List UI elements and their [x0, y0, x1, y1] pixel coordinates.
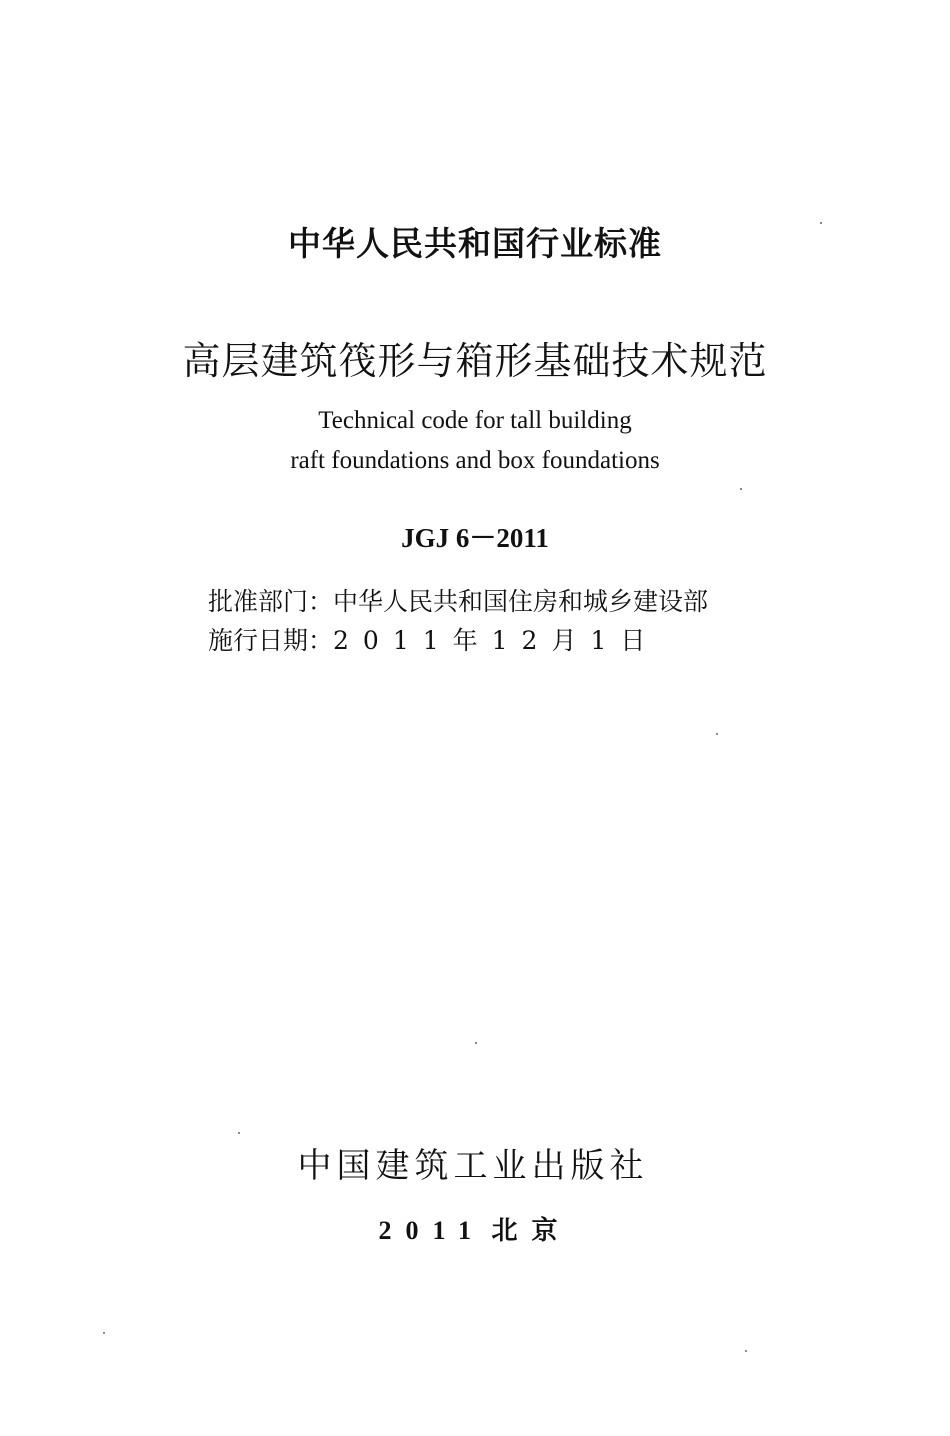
document-title-chinese: 高层建筑筏形与箱形基础技术规范	[182, 339, 768, 383]
effective-date-value: 2011年12月1日	[333, 626, 660, 655]
publication-info	[0, 1210, 950, 1247]
scan-speck	[238, 1132, 240, 1134]
standard-code: JGJ 6－2011	[401, 523, 549, 553]
standard-series-title: 中华人民共和国行业标准	[288, 224, 662, 263]
approval-value: 中华人民共和国住房和城乡建设部	[333, 587, 709, 616]
document-title-english-line1: Technical code for tall building	[318, 407, 632, 434]
scan-speck	[820, 222, 822, 224]
publication-year: 2011	[378, 1216, 486, 1245]
scan-speck	[745, 1350, 747, 1352]
publication-city: 北京	[491, 1216, 572, 1245]
approval-row	[208, 582, 708, 618]
effective-date-label: 施行日期：	[208, 626, 334, 655]
document-title-english-line2: raft foundations and box foundations	[290, 447, 660, 474]
approval-label: 批准部门：	[208, 587, 334, 616]
scan-speck	[716, 733, 718, 735]
effective-date-row	[208, 621, 659, 657]
scan-speck	[475, 1042, 477, 1044]
publisher-name: 中国建筑工业出版社	[297, 1146, 649, 1186]
scan-speck	[103, 1332, 105, 1334]
scan-speck	[740, 488, 742, 490]
